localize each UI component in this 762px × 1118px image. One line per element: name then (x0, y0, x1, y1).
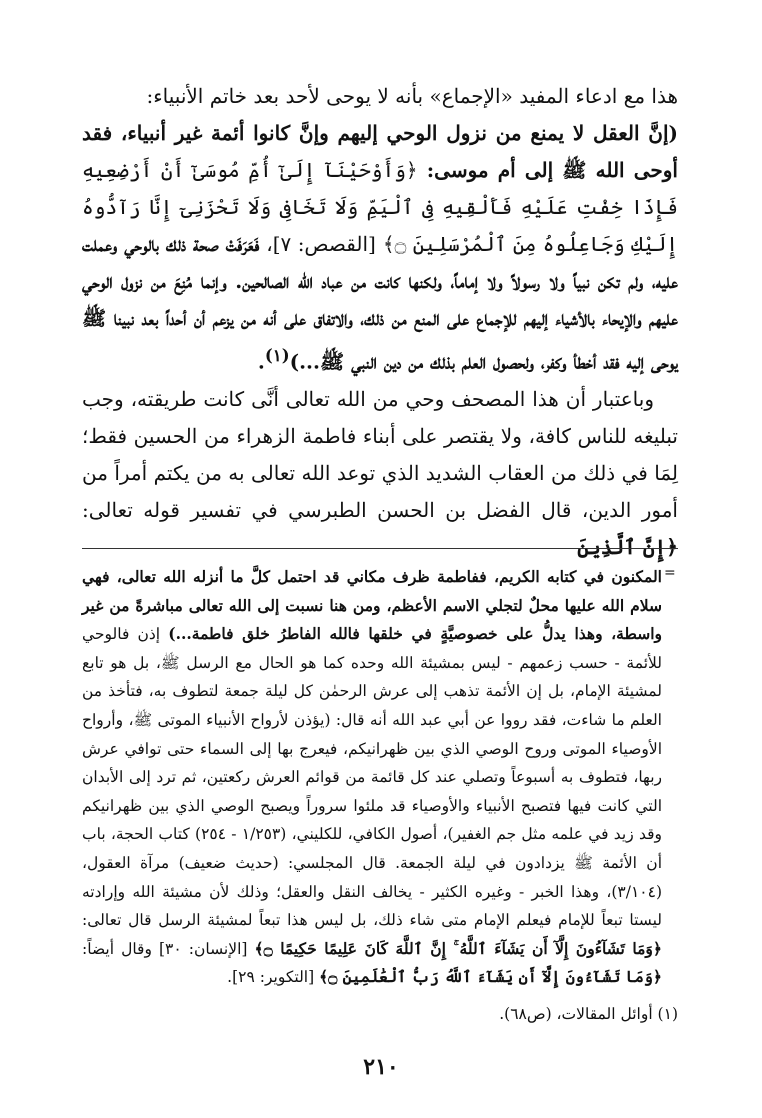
paragraph-2-text: وباعتبار أن هذا المصحف وحي من الله تعالى أنَّى كانت طريقته، وجب تبليغه للناس كافة، ولا يقتصر على أبناء فاطمة الزهراء من الحسين فقط؛ لِمَا في ذلك من العقاب الشديد الذي توعد الله تعالى به من يكتم أمراً من أمور الدين، قال الفضل بن الحسن الطبرسي في تفسير قوله تعالى: (82, 386, 678, 522)
continuation-mark: = (664, 565, 676, 581)
period: . (257, 349, 265, 374)
footnote-bold-part: المكنون في كتابه الكريم، ففاطمة ظرف مكاني قد احتمل كلَّ ما أنزله الله تعالى، فهي سلام الله عليها محلٌ لتجلي الاسم الأعظم، ومن هنا نسبت إلى الله تعالى مباشرةً من غير واسطة، وهذا يدلُّ على خصوصيَّةٍ في خلقها فالله الفاطرُ خلق فاطمة...) (82, 567, 662, 644)
endnote: (١) أوائل المقالات، (ص٦٨). (499, 1005, 678, 1023)
ref-takwir: [التكوير: ٢٩]. (227, 968, 315, 987)
intro-line: هذا مع ادعاء المفيد «الإجماع» بأنه لا يوحى لأحد بعد خاتم الأنبياء: (146, 84, 678, 108)
footnote-body: إذن فالوحي للأئمة - حسب زعمهم - ليس بمشيئة الله وحده كما هو الحال مع الرسل ﷺ، بل هو تابع لمشيئة الإمام، بل إن الأئمة تذهب إلى عرش الرحمٰن كل ليلة جمعة لتطوف به، فتأخذ من العلم ما شاءت، فقد رووا عن أبي عبد الله أنه قال: (يؤذن لأرواح الأنبياء الموتى ﷺ، وأرواح الأوصياء الموتى وروح الوصي الذي بين ظهرانيكم، فيعرج بها إلى السماء حتى توافي عرش ربها، فتطوف به أسبوعاً وتصلي عند كل قائمة من قوائم العرش ركعتين، ثم ترد إلى الأبدان التي كانت فيها فتصبح الأنبياء والأوصياء قد ملئوا سروراً ويصبح الوصي الذي بين ظهرانيكم وقد زيد في علمه مثل جم الغفير)، أصول الكافي، للكليني، (١/٢٥٣ - ٢٥٤) كتاب الحجة، باب أن الأئمة ﷺ يزدادون في ليلة الجمعة. قال المجلسي: (حديث ضعيف) مرآة العقول، (٣/١٠٤)، وهذا الخبر - وغيره الكثير - يخالف النقل والعقل؛ وذلك لأن مشيئة الله وإرادته ليستا تبعاً للإمام فيعلم الإمام متى شاء ذلك، بل ليس هذا تبعاً لمشيئة الرسل قال تعالى: (82, 625, 662, 930)
verse-reference: [القصص: ٧]، (266, 232, 376, 256)
ref-insan: [الإنسان: ٣٠] وقال أيضاً: (82, 939, 248, 958)
quote-part-2: فَعَرَفَتْ صحة ذلك بالوحي وعملت عليه، ولم تكن نبياً ولا رسولاً ولا إماماً، ولكنها كانت من عباد الله الصالحين. وإنما مُنِعَ من نزول الوحي عليهم والإيحاء بالأشياء إليهم للإجماع على المنع من ذلك، والاتفاق على أنه من يزعم أن أحداً بعد نبينا ﷺ يوحى إليه فقد أخطأ وكفر، ولحصول العلم بذلك من دين النبي ﷺ...) (82, 232, 678, 374)
quran-verse-takwir: ﴿وَمَا تَشَآءُونَ إِلَّآ أَن يَشَآءَ ٱللَّهُ رَبُّ ٱلْعَٰلَمِينَ ۝﴾ (319, 967, 662, 987)
footnote-text (82, 563, 662, 992)
quote-part-1: (إنَّ العقل لا يمنع من نزول الوحي إليهم وإنَّ كانوا أئمة غير أنبياء، فقد أوحى الله ﷺ إلى أم موسى: (82, 121, 678, 182)
page-number: ٢١٠ (363, 1054, 399, 1080)
quran-verse-qasas: ﴿وَأَوْحَيْنَآ إِلَىٰٓ أُمِّ مُوسَىٰٓ أَنْ أَرْضِعِيهِ فَإِذَا خِفْتِ عَلَيْهِ فَأَلْقِيهِ فِى ٱلْيَمِّ وَلَا تَخَافِى وَلَا تَحْزَنِىٓ إِنَّا رَآدُّوهُ إِلَيْكِ وَجَاعِلُوهُ مِنَ ٱلْمُرْسَلِينَ ۝﴾ (82, 158, 679, 256)
footnote-separator (82, 548, 678, 549)
quran-verse-insan: ﴿وَمَا تَشَآءُونَ إِلَّآ أَن يَشَآءَ ٱللَّهُ ۚ إِنَّ ٱللَّهَ كَانَ عَلِيمًا حَكِيمًا ۝﴾ (254, 938, 662, 958)
paragraph-2 (82, 381, 678, 566)
footnote-block (82, 563, 662, 992)
quran-verse-start: ﴿إِنَّ ٱلَّذِينَ (577, 534, 678, 559)
mufid-quote (82, 115, 678, 381)
main-text (82, 78, 678, 566)
footnote-marker: (١) (264, 345, 290, 365)
